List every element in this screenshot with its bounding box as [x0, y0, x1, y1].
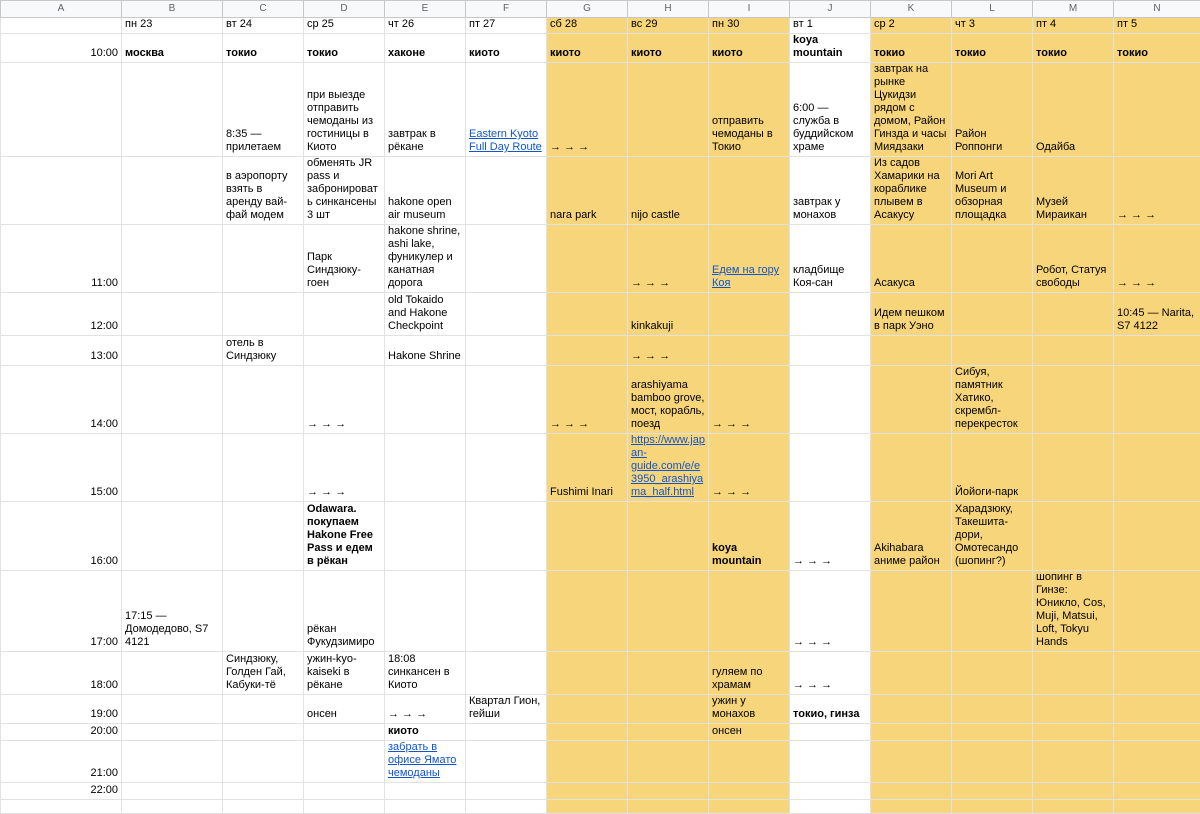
time-cell[interactable]: 12:00	[1, 293, 122, 336]
column-header-i[interactable]: I	[709, 1, 790, 18]
schedule-cell[interactable]	[223, 434, 304, 502]
schedule-cell[interactable]: отправить чемоданы в Токио	[709, 63, 790, 157]
schedule-cell[interactable]: Музей Мираикан	[1033, 157, 1114, 225]
time-cell[interactable]	[1, 800, 122, 814]
schedule-cell[interactable]	[628, 571, 709, 652]
time-cell[interactable]: 11:00	[1, 225, 122, 293]
schedule-cell[interactable]: koya mountain	[790, 34, 871, 63]
schedule-cell[interactable]	[466, 502, 547, 571]
schedule-cell[interactable]: киото	[709, 34, 790, 63]
schedule-cell[interactable]	[223, 366, 304, 434]
schedule-cell[interactable]	[547, 336, 628, 366]
time-cell[interactable]: 13:00	[1, 336, 122, 366]
day-header[interactable]: сб 28	[547, 18, 628, 34]
schedule-cell[interactable]: Район Роппонги	[952, 63, 1033, 157]
schedule-cell[interactable]	[122, 366, 223, 434]
schedule-cell[interactable]	[547, 571, 628, 652]
day-header[interactable]: пт 5	[1114, 18, 1200, 34]
schedule-cell[interactable]	[122, 652, 223, 695]
column-header-n[interactable]: N	[1114, 1, 1200, 18]
schedule-cell[interactable]	[466, 724, 547, 741]
schedule-cell[interactable]: Fushimi Inari	[547, 434, 628, 502]
schedule-cell[interactable]	[466, 741, 547, 783]
schedule-cell[interactable]	[466, 800, 547, 814]
schedule-cell[interactable]	[223, 800, 304, 814]
schedule-cell[interactable]	[1114, 695, 1200, 724]
table-row	[1, 157, 1200, 225]
table-row	[1, 800, 1200, 814]
schedule-cell[interactable]	[871, 434, 952, 502]
schedule-cell[interactable]	[223, 225, 304, 293]
schedule-cell[interactable]: гуляем по храмам	[709, 652, 790, 695]
schedule-cell[interactable]	[466, 63, 547, 157]
schedule-cell[interactable]	[952, 571, 1033, 652]
schedule-cell[interactable]: 6:00 — служба в буддийском храме	[790, 63, 871, 157]
schedule-cell[interactable]: → → →	[547, 63, 628, 157]
schedule-cell[interactable]	[1033, 695, 1114, 724]
schedule-cell[interactable]	[547, 741, 628, 783]
schedule-cell[interactable]	[1114, 800, 1200, 814]
schedule-cell[interactable]	[790, 366, 871, 434]
schedule-cell[interactable]	[385, 571, 466, 652]
schedule-cell[interactable]	[223, 293, 304, 336]
schedule-cell[interactable]	[466, 366, 547, 434]
day-header[interactable]: ср 25	[304, 18, 385, 34]
schedule-cell[interactable]: Hakone Shrine	[385, 336, 466, 366]
schedule-cell[interactable]: nijo castle	[628, 157, 709, 225]
schedule-cell[interactable]: токио, гинза	[790, 695, 871, 724]
schedule-cell[interactable]	[952, 741, 1033, 783]
schedule-cell[interactable]	[790, 434, 871, 502]
column-header-f[interactable]: F	[466, 1, 547, 18]
schedule-cell[interactable]	[790, 724, 871, 741]
schedule-cell[interactable]	[466, 157, 547, 225]
schedule-cell[interactable]	[628, 652, 709, 695]
schedule-cell[interactable]: обменять JR pass и забронировать синкансены 3 шт	[304, 157, 385, 225]
time-cell[interactable]: 14:00	[1, 366, 122, 434]
day-header[interactable]: пн 23	[122, 18, 223, 34]
schedule-cell[interactable]	[871, 724, 952, 741]
schedule-cell[interactable]	[952, 652, 1033, 695]
schedule-cell[interactable]: → → →	[790, 502, 871, 571]
schedule-cell[interactable]	[304, 724, 385, 741]
schedule-cell[interactable]	[466, 571, 547, 652]
schedule-cell[interactable]	[547, 652, 628, 695]
schedule-cell[interactable]	[1033, 502, 1114, 571]
schedule-cell[interactable]	[1033, 741, 1114, 783]
column-header-h[interactable]: H	[628, 1, 709, 18]
schedule-cell[interactable]: → → →	[790, 652, 871, 695]
schedule-cell[interactable]	[952, 695, 1033, 724]
schedule-cell[interactable]: киото	[385, 724, 466, 741]
schedule-cell[interactable]	[952, 225, 1033, 293]
schedule-cell[interactable]	[122, 434, 223, 502]
column-header-c[interactable]: C	[223, 1, 304, 18]
schedule-cell[interactable]	[547, 783, 628, 800]
schedule-cell[interactable]: 8:35 — прилетаем	[223, 63, 304, 157]
schedule-cell[interactable]: токио	[304, 34, 385, 63]
schedule-cell[interactable]	[871, 695, 952, 724]
schedule-cell[interactable]: завтрак на рынке Цукидзи рядом с домом, Район Гинзда и часы Миядзаки	[871, 63, 952, 157]
column-header-l[interactable]: L	[952, 1, 1033, 18]
schedule-cell[interactable]: Из садов Хамарики на кораблике плывем в Асакусу	[871, 157, 952, 225]
table-row	[1, 336, 1200, 366]
schedule-cell[interactable]: ужин у монахов	[709, 695, 790, 724]
schedule-cell[interactable]	[1114, 724, 1200, 741]
schedule-cell[interactable]: → → →	[304, 366, 385, 434]
schedule-cell[interactable]: токио	[1114, 34, 1200, 63]
table-row	[1, 34, 1200, 63]
schedule-cell[interactable]: завтрак у монахов	[790, 157, 871, 225]
schedule-cell[interactable]	[628, 502, 709, 571]
schedule-cell[interactable]: → → →	[547, 366, 628, 434]
cell-link[interactable]: https://www.japan-guide.com/e/e3950_arashiyama_half.html	[631, 434, 705, 498]
schedule-cell[interactable]	[1114, 366, 1200, 434]
schedule-cell[interactable]	[466, 783, 547, 800]
table-row	[1, 695, 1200, 724]
schedule-cell[interactable]: киото	[466, 34, 547, 63]
schedule-cell[interactable]: хаконе	[385, 34, 466, 63]
time-cell[interactable]: 17:00	[1, 571, 122, 652]
schedule-cell[interactable]	[871, 800, 952, 814]
schedule-cell[interactable]: шопинг в Гинзе: Юникло, Cos, Muji, Matsui, Loft, Tokyu Hands	[1033, 571, 1114, 652]
schedule-cell[interactable]: Одайба	[1033, 63, 1114, 157]
schedule-cell[interactable]: Mori Art Museum и обзорная площадка	[952, 157, 1033, 225]
schedule-cell[interactable]	[709, 336, 790, 366]
schedule-cell[interactable]	[385, 366, 466, 434]
schedule-cell[interactable]	[1033, 783, 1114, 800]
schedule-cell[interactable]	[385, 800, 466, 814]
schedule-cell[interactable]	[628, 783, 709, 800]
column-header-j[interactable]: J	[790, 1, 871, 18]
schedule-cell[interactable]	[952, 783, 1033, 800]
schedule-cell[interactable]	[122, 293, 223, 336]
column-header-m[interactable]: M	[1033, 1, 1114, 18]
schedule-cell[interactable]: Харадзюку, Такешита-дори, Омотесандо (шопинг?)	[952, 502, 1033, 571]
schedule-cell[interactable]	[385, 783, 466, 800]
schedule-cell[interactable]	[122, 783, 223, 800]
schedule-cell[interactable]	[871, 571, 952, 652]
schedule-cell[interactable]	[871, 366, 952, 434]
schedule-cell[interactable]: Асакуса	[871, 225, 952, 293]
schedule-cell[interactable]: 18:08 синкансен в Киото	[385, 652, 466, 695]
schedule-cell[interactable]	[547, 225, 628, 293]
schedule-cell[interactable]	[790, 800, 871, 814]
table-row	[1, 502, 1200, 571]
schedule-cell[interactable]	[385, 434, 466, 502]
schedule-cell[interactable]	[628, 63, 709, 157]
schedule-cell[interactable]: 10:45 — Narita, S7 4122	[1114, 293, 1200, 336]
schedule-cell[interactable]	[628, 695, 709, 724]
schedule-cell[interactable]: отель в Синдзюку	[223, 336, 304, 366]
cell-link[interactable]: Едем на гору Коя	[712, 264, 779, 289]
day-header[interactable]: ср 2	[871, 18, 952, 34]
schedule-cell[interactable]	[1114, 652, 1200, 695]
schedule-cell[interactable]: москва	[122, 34, 223, 63]
schedule-cell[interactable]	[466, 652, 547, 695]
schedule-cell[interactable]: киото	[628, 34, 709, 63]
table-row	[1, 571, 1200, 652]
time-cell[interactable]: 16:00	[1, 502, 122, 571]
schedule-cell[interactable]	[223, 724, 304, 741]
corner-cell[interactable]	[1, 18, 122, 34]
schedule-cell[interactable]: токио	[1033, 34, 1114, 63]
schedule-cell[interactable]	[223, 783, 304, 800]
schedule-cell[interactable]: → → →	[709, 434, 790, 502]
day-header[interactable]: пн 30	[709, 18, 790, 34]
time-cell[interactable]: 18:00	[1, 652, 122, 695]
schedule-cell[interactable]	[1033, 293, 1114, 336]
schedule-cell[interactable]: Йойоги-парк	[952, 434, 1033, 502]
table-row	[1, 783, 1200, 800]
schedule-cell[interactable]	[466, 225, 547, 293]
schedule-cell[interactable]	[122, 502, 223, 571]
cell-link[interactable]: забрать в офисе Ямато чемоданы	[388, 741, 456, 779]
schedule-cell[interactable]	[223, 571, 304, 652]
schedule-cell[interactable]	[122, 225, 223, 293]
schedule-cell[interactable]	[547, 502, 628, 571]
schedule-cell[interactable]	[122, 695, 223, 724]
schedule-cell[interactable]	[122, 724, 223, 741]
schedule-cell[interactable]	[790, 293, 871, 336]
schedule-cell[interactable]: Сибуя, памятник Хатико, скрембл-перекресток	[952, 366, 1033, 434]
schedule-cell[interactable]	[709, 225, 790, 293]
schedule-cell[interactable]	[790, 336, 871, 366]
schedule-cell[interactable]: arashiyama bamboo grove, мост, корабль, поезд	[628, 366, 709, 434]
schedule-cell[interactable]	[304, 783, 385, 800]
schedule-cell[interactable]: Odawara. покупаем Hakone Free Pass и едем в рёкан	[304, 502, 385, 571]
time-cell[interactable]: 19:00	[1, 695, 122, 724]
day-header[interactable]: вт 1	[790, 18, 871, 34]
schedule-cell[interactable]	[871, 336, 952, 366]
schedule-cell[interactable]: завтрак в рёкане	[385, 63, 466, 157]
schedule-cell[interactable]	[628, 434, 709, 502]
schedule-cell[interactable]	[1114, 63, 1200, 157]
schedule-cell[interactable]	[709, 783, 790, 800]
schedule-cell[interactable]	[547, 293, 628, 336]
schedule-cell[interactable]	[952, 293, 1033, 336]
schedule-cell[interactable]	[304, 336, 385, 366]
time-cell[interactable]: 21:00	[1, 741, 122, 783]
schedule-cell[interactable]: Квартал Гион, гейши	[466, 695, 547, 724]
schedule-cell[interactable]	[1114, 434, 1200, 502]
schedule-cell[interactable]: hakone open air museum	[385, 157, 466, 225]
schedule-cell[interactable]: → → →	[385, 695, 466, 724]
schedule-cell[interactable]: кладбище Коя-сан	[790, 225, 871, 293]
schedule-cell[interactable]	[709, 800, 790, 814]
time-cell[interactable]	[1, 63, 122, 157]
schedule-cell[interactable]	[1033, 724, 1114, 741]
schedule-cell[interactable]: ужин-kyo-kaiseki в рёкане	[304, 652, 385, 695]
schedule-cell[interactable]	[385, 741, 466, 783]
schedule-cell[interactable]: Робот, Статуя свободы	[1033, 225, 1114, 293]
schedule-cell[interactable]: 17:15 — Домодедово, S7 4121	[122, 571, 223, 652]
schedule-cell[interactable]: koya mountain	[709, 502, 790, 571]
schedule-cell[interactable]: → → →	[790, 571, 871, 652]
schedule-cell[interactable]: → → →	[1114, 225, 1200, 293]
day-header[interactable]: чт 3	[952, 18, 1033, 34]
table-row	[1, 366, 1200, 434]
table-row	[1, 63, 1200, 157]
schedule-cell[interactable]	[122, 336, 223, 366]
schedule-cell[interactable]	[952, 336, 1033, 366]
schedule-cell[interactable]	[952, 724, 1033, 741]
schedule-cell[interactable]	[223, 502, 304, 571]
schedule-cell[interactable]	[871, 652, 952, 695]
schedule-cell[interactable]: онсен	[304, 695, 385, 724]
column-header-a[interactable]: A	[1, 1, 122, 18]
schedule-cell[interactable]	[709, 293, 790, 336]
schedule-cell[interactable]: → → →	[628, 336, 709, 366]
schedule-cell[interactable]: Синдзюку, Голден Гай, Кабуки-тё	[223, 652, 304, 695]
schedule-cell[interactable]	[790, 741, 871, 783]
schedule-cell[interactable]	[1114, 502, 1200, 571]
schedule-cell[interactable]	[709, 157, 790, 225]
column-header-k[interactable]: K	[871, 1, 952, 18]
schedule-cell[interactable]	[304, 741, 385, 783]
column-header-d[interactable]: D	[304, 1, 385, 18]
table-row	[1, 293, 1200, 336]
time-cell[interactable]	[1, 157, 122, 225]
schedule-cell[interactable]	[1114, 336, 1200, 366]
schedule-cell[interactable]	[304, 800, 385, 814]
schedule-cell[interactable]	[547, 724, 628, 741]
schedule-cell[interactable]: рёкан Фукудзимиро	[304, 571, 385, 652]
schedule-cell[interactable]: nara park	[547, 157, 628, 225]
cell-link[interactable]: Eastern Kyoto Full Day Route	[469, 128, 542, 153]
day-header[interactable]: вс 29	[628, 18, 709, 34]
time-cell[interactable]: 15:00	[1, 434, 122, 502]
column-header-b[interactable]: B	[122, 1, 223, 18]
schedule-cell[interactable]	[547, 695, 628, 724]
schedule-cell[interactable]: при выезде отправить чемоданы из гостиницы в Киото	[304, 63, 385, 157]
schedule-cell[interactable]: → → →	[1114, 157, 1200, 225]
schedule-cell[interactable]	[628, 724, 709, 741]
schedule-cell[interactable]	[1033, 366, 1114, 434]
schedule-cell[interactable]	[122, 63, 223, 157]
schedule-cell[interactable]	[952, 800, 1033, 814]
schedule-cell[interactable]	[871, 741, 952, 783]
schedule-cell[interactable]: → → →	[628, 225, 709, 293]
schedule-cell[interactable]: hakone shrine, ashi lake, фуникулер и канатная дорога	[385, 225, 466, 293]
schedule-cell[interactable]: kinkakuji	[628, 293, 709, 336]
schedule-cell[interactable]	[122, 741, 223, 783]
schedule-cell[interactable]	[1033, 800, 1114, 814]
schedule-cell[interactable]	[709, 741, 790, 783]
schedule-cell[interactable]	[122, 800, 223, 814]
schedule-cell[interactable]	[1114, 741, 1200, 783]
column-header-e[interactable]: E	[385, 1, 466, 18]
day-header[interactable]: вт 24	[223, 18, 304, 34]
schedule-cell[interactable]	[628, 741, 709, 783]
schedule-cell[interactable]: киото	[547, 34, 628, 63]
schedule-cell[interactable]	[1033, 652, 1114, 695]
schedule-cell[interactable]	[1114, 571, 1200, 652]
schedule-cell[interactable]: old Tokaido and Hakone Checkpoint	[385, 293, 466, 336]
table-row	[1, 724, 1200, 741]
schedule-cell[interactable]: токио	[871, 34, 952, 63]
day-header[interactable]: чт 26	[385, 18, 466, 34]
schedule-cell[interactable]	[547, 800, 628, 814]
schedule-cell[interactable]	[871, 783, 952, 800]
schedule-cell[interactable]: Akihabara аниме район	[871, 502, 952, 571]
schedule-cell[interactable]	[790, 783, 871, 800]
schedule-cell[interactable]	[466, 293, 547, 336]
schedule-cell[interactable]: токио	[223, 34, 304, 63]
table-row	[1, 434, 1200, 502]
time-cell[interactable]: 22:00	[1, 783, 122, 800]
schedule-cell[interactable]	[466, 336, 547, 366]
schedule-cell[interactable]	[1033, 336, 1114, 366]
schedule-cell[interactable]	[1033, 434, 1114, 502]
schedule-cell[interactable]: Парк Синдзюку-гоен	[304, 225, 385, 293]
schedule-cell[interactable]: Идем пешком в парк Уэно	[871, 293, 952, 336]
day-header[interactable]: пт 27	[466, 18, 547, 34]
column-header-g[interactable]: G	[547, 1, 628, 18]
schedule-cell[interactable]	[385, 502, 466, 571]
schedule-cell[interactable]	[304, 293, 385, 336]
schedule-cell[interactable]	[466, 434, 547, 502]
schedule-cell[interactable]	[223, 695, 304, 724]
schedule-cell[interactable]	[628, 800, 709, 814]
schedule-cell[interactable]	[709, 571, 790, 652]
schedule-cell[interactable]: → → →	[304, 434, 385, 502]
time-cell[interactable]: 20:00	[1, 724, 122, 741]
schedule-cell[interactable]	[223, 741, 304, 783]
time-cell[interactable]: 10:00	[1, 34, 122, 63]
schedule-cell[interactable]: онсен	[709, 724, 790, 741]
schedule-cell[interactable]: в аэропорту взять в аренду вай-фай модем	[223, 157, 304, 225]
table-row	[1, 652, 1200, 695]
schedule-cell[interactable]: токио	[952, 34, 1033, 63]
schedule-cell[interactable]	[122, 157, 223, 225]
schedule-cell[interactable]: → → →	[709, 366, 790, 434]
schedule-cell[interactable]	[1114, 783, 1200, 800]
day-header[interactable]: пт 4	[1033, 18, 1114, 34]
table-row	[1, 225, 1200, 293]
table-row	[1, 741, 1200, 783]
